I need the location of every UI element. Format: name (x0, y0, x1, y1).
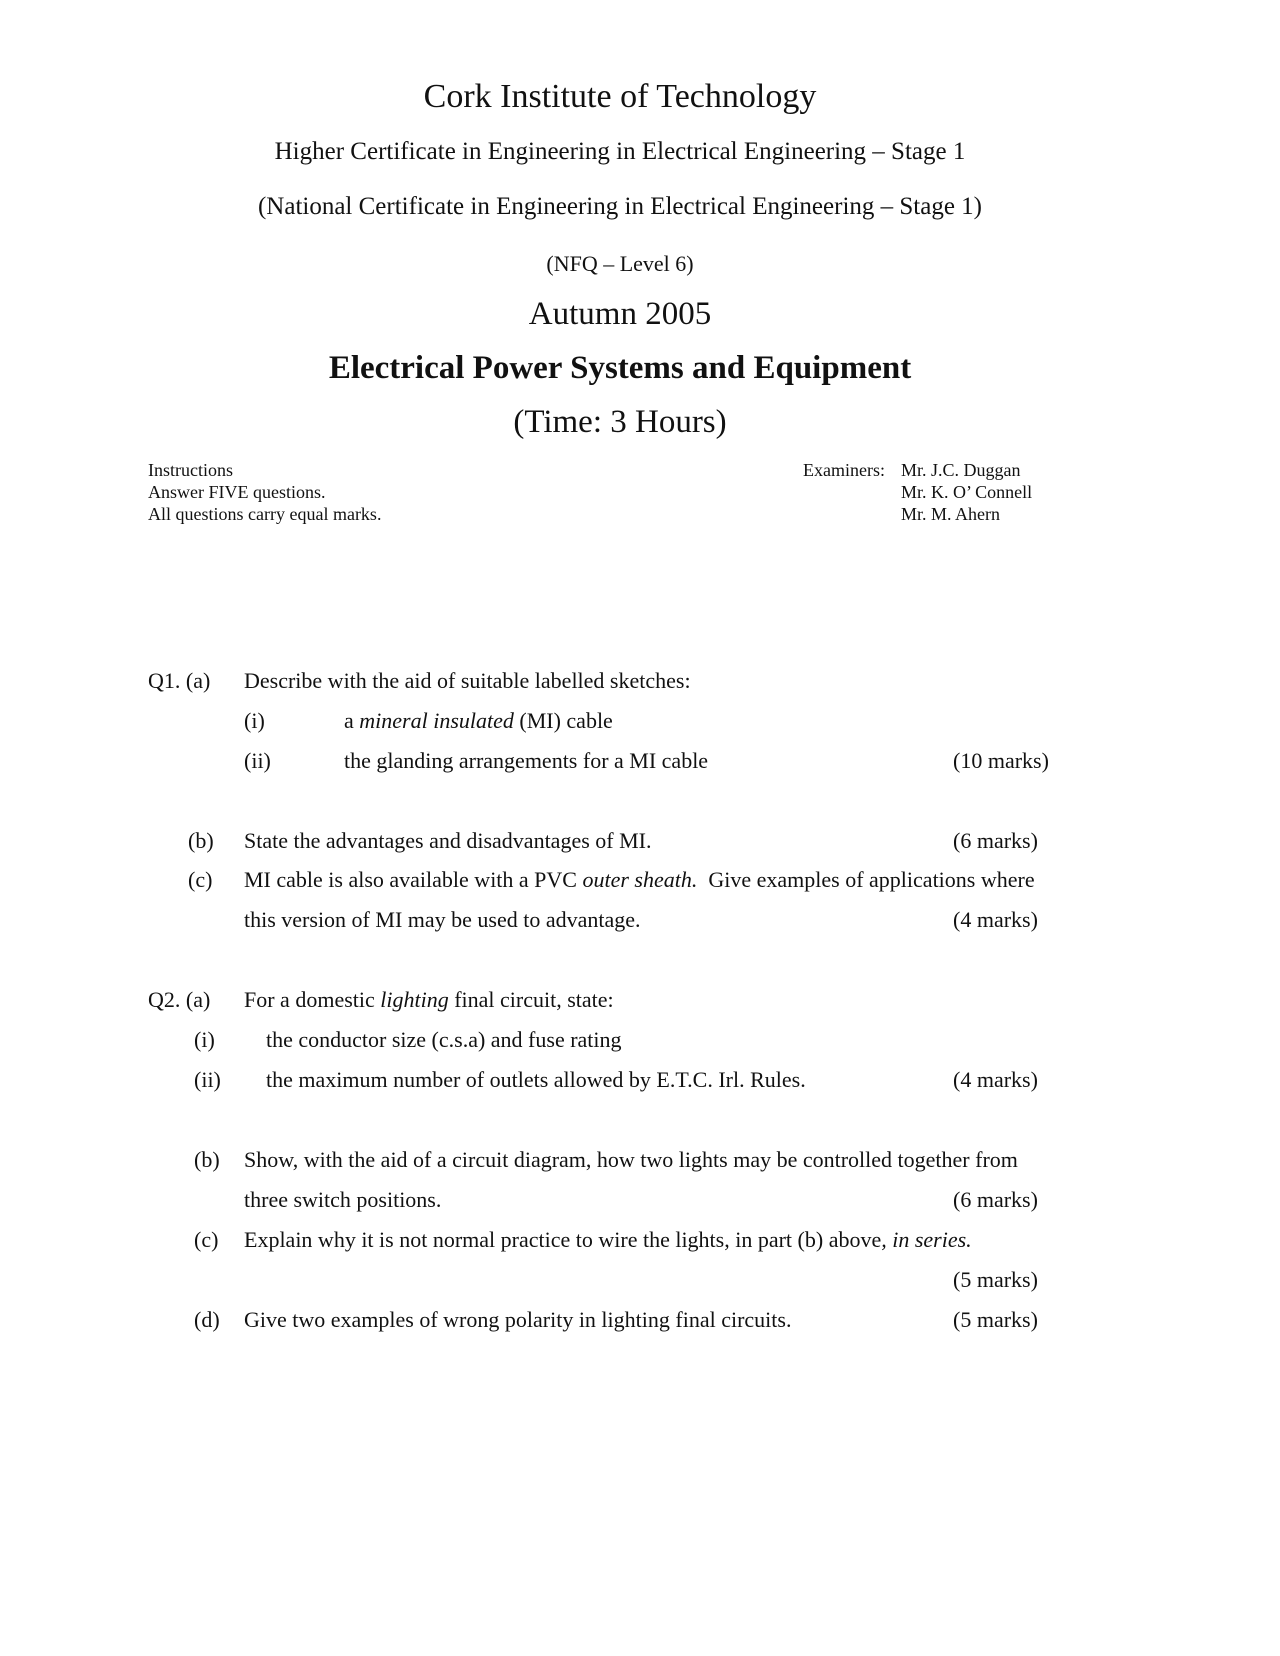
sub-part-label: (ii) (194, 1067, 221, 1092)
question-text: State the advantages and disadvantages of MI. (244, 828, 652, 853)
marks-label: (5 marks) (953, 1267, 1038, 1292)
nfq-level: (NFQ – Level 6) (546, 251, 694, 276)
exam-duration: (Time: 3 Hours) (513, 404, 727, 440)
question-text: Show, with the aid of a circuit diagram, how two lights may be controlled together from (244, 1147, 1018, 1172)
question-text: the conductor size (c.s.a) and fuse rating (266, 1027, 622, 1052)
question-text: Explain why it is not normal practice to wire the lights, in part (b) above, in series. (244, 1227, 972, 1252)
part-label: (b) (188, 828, 214, 853)
question-text: For a domestic lighting final circuit, state: (244, 987, 614, 1012)
question-text: the glanding arrangements for a MI cable (344, 748, 709, 773)
instructions-title: Instructions (148, 460, 233, 480)
question-text: MI cable is also available with a PVC outer sheath. Give examples of applications where (244, 867, 1035, 892)
question-number: Q2. (a) (148, 987, 211, 1012)
part-label: (d) (194, 1307, 220, 1332)
examiner-name: Mr. J.C. Duggan (901, 460, 1021, 480)
exam-subject: Electrical Power Systems and Equipment (328, 350, 912, 386)
part-label: (c) (188, 867, 213, 892)
question-text: three switch positions. (244, 1187, 442, 1212)
sub-part-label: (i) (244, 708, 265, 733)
marks-label: (6 marks) (953, 1187, 1038, 1212)
question-text: Describe with the aid of suitable labelled sketches: (244, 668, 691, 693)
emphasis-text: mineral insulated (359, 708, 514, 733)
question-text: the maximum number of outlets allowed by E.T.C. Irl. Rules. (266, 1067, 806, 1092)
institution-title: Cork Institute of Technology (423, 78, 817, 115)
part-label: (b) (194, 1147, 220, 1172)
instructions-line-1: Answer FIVE questions. (148, 482, 326, 502)
examiners-label: Examiners: (803, 460, 885, 480)
instructions-line-2: All questions carry equal marks. (148, 504, 382, 524)
marks-label: (10 marks) (953, 748, 1049, 773)
emphasis-text: outer sheath. (582, 867, 698, 892)
sub-part-label: (ii) (244, 748, 271, 773)
emphasis-text: lighting (380, 987, 449, 1012)
question-text: Give two examples of wrong polarity in lighting final circuits. (244, 1307, 792, 1332)
question-number: Q1. (a) (148, 668, 211, 693)
examiner-name: Mr. K. O’ Connell (901, 482, 1033, 502)
question-text: this version of MI may be used to advantage. (244, 907, 641, 932)
examiner-name: Mr. M. Ahern (901, 504, 1000, 524)
marks-label: (6 marks) (953, 828, 1038, 853)
marks-label: (4 marks) (953, 1067, 1038, 1092)
marks-label: (4 marks) (953, 907, 1038, 932)
sub-part-label: (i) (194, 1027, 215, 1052)
emphasis-text: , in series. (881, 1227, 972, 1252)
marks-label: (5 marks) (953, 1307, 1038, 1332)
exam-session: Autumn 2005 (528, 296, 712, 332)
question-text: a mineral insulated (MI) cable (344, 708, 613, 733)
programme-title: Higher Certificate in Engineering in Electrical Engineering – Stage 1 (274, 138, 966, 165)
programme-alt-title: (National Certificate in Engineering in Electrical Engineering – Stage 1) (257, 193, 983, 220)
part-label: (c) (194, 1227, 219, 1252)
